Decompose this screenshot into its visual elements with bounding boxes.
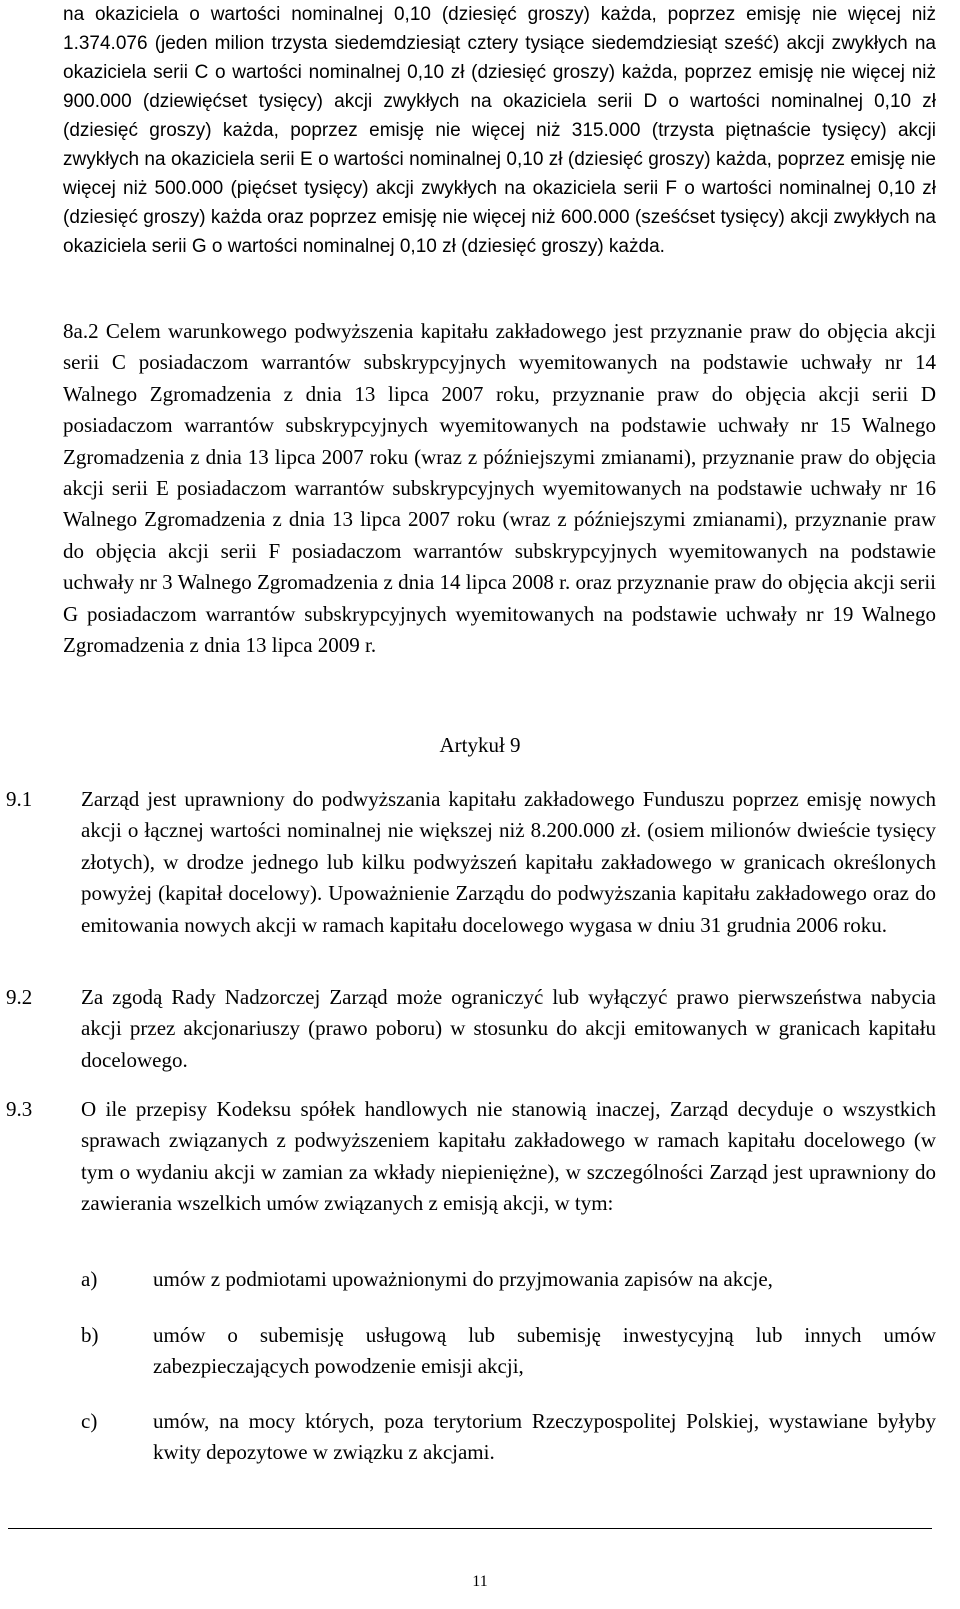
page-number: 11	[472, 1573, 488, 1590]
list-item: umów, na mocy których, poza terytorium Rzeczypospolitej Polskiej, wystawiane byłyby kwity depozytowe w związku z akcjami.	[153, 1409, 936, 1465]
section-number: 9.3	[6, 1097, 33, 1121]
list-item-marker: b)	[81, 1323, 99, 1347]
paragraph-number: 8a.2	[63, 319, 99, 343]
footer-divider	[8, 1528, 932, 1529]
list-item: umów z podmiotami upoważnionymi do przyjmowania zapisów na akcje,	[153, 1267, 773, 1291]
section-text: O ile przepisy Kodeksu spółek handlowych nie stanowią inaczej, Zarząd decyduje o wszystkich sprawach związanych z podwyższeniem kapitału zakładowego w ramach kapitału docelowego (w tym o wydaniu akcji w zamian za wkłady niepieniężne), w szczególności Zarząd jest uprawniony do zawierania wszelkich umów związanych z emisją akcji, w tym:	[81, 1097, 936, 1216]
list-item-marker: c)	[81, 1409, 98, 1433]
section-number: 9.2	[6, 985, 33, 1009]
list-item: umów o subemisję usługową lub subemisję inwestycyjną lub innych umów zabezpieczających powodzenie emisji akcji,	[153, 1323, 936, 1379]
list-item-marker: a)	[81, 1267, 98, 1291]
paragraph-text: Celem warunkowego podwyższenia kapitału zakładowego jest przyznanie praw do objęcia akcji serii C posiadaczom warrantów subskrypcyjnych wyemitowanych na podstawie uchwały nr 14 Walnego Zgromadzenia z dnia 13 lipca 2007 roku, przyznanie praw do objęcia akcji serii D posiadaczom warrantów subskrypcyjnych wyemitowanych na podstawie uchwały nr 15 Walnego Zgromadzenia z dnia 13 lipca 2007 roku (wraz z późniejszymi zmianami), przyznanie praw do objęcia akcji serii E posiadaczom warrantów subskrypcyjnych wyemitowanych na podstawie uchwały nr 16 Walnego Zgromadzenia z dnia 13 lipca 2007 roku (wraz z późniejszymi zmianami), przyznanie praw do objęcia akcji serii F posiadaczom warrantów subskrypcyjnych wyemitowanych na podstawie uchwały nr 3 Walnego Zgromadzenia z dnia 14 lipca 2008 r. oraz przyznanie praw do objęcia akcji serii G posiadaczom warrantów subskrypcyjnych wyemitowanych na podstawie uchwały nr 19 Walnego Zgromadzenia z dnia 13 lipca 2009 r.	[63, 319, 936, 658]
section-number: 9.1	[6, 787, 33, 811]
intro-paragraph: na okaziciela o wartości nominalnej 0,10 (dziesięć groszy) każda, poprzez emisję nie więcej niż 1.374.076 (jeden milion trzysta siedemdziesiąt cztery tysiące siedemdziesiąt sześć) akcji zwykłych na okaziciela serii C o wartości nominalnej 0,10 zł (dziesięć groszy) każda, poprzez emisję nie więcej niż 900.000 (dziewięćset tysięcy) akcji zwykłych na okaziciela serii D o wartości nominalnej 0,10 zł (dziesięć groszy) każda, poprzez emisję nie więcej niż 315.000 (trzysta piętnaście tysięcy) akcji zwykłych na okaziciela serii E o wartości nominalnej 0,10 zł (dziesięć groszy) każda, poprzez emisję nie więcej niż 500.000 (pięćset tysięcy) akcji zwykłych na okaziciela serii F o wartości nominalnej 0,10 zł (dziesięć groszy) każda oraz poprzez emisję nie więcej niż 600.000 (sześćset tysięcy) akcji zwykłych na okaziciela serii G o wartości nominalnej 0,10 zł (dziesięć groszy) każda.	[63, 4, 936, 257]
section-text: Zarząd jest uprawniony do podwyższania kapitału zakładowego Funduszu poprzez emisję nowych akcji o łącznej wartości nominalnej nie większej niż 8.200.000 zł. (osiem milionów dwieście tysięcy złotych), w drodze jednego lub kilku podwyższeń kapitału zakładowego w granicach określonych powyżej (kapitał docelowy). Upoważnienie Zarządu do podwyższania kapitału zakładowego oraz do emitowania nowych akcji w ramach kapitału docelowego wygasa w dniu 31 grudnia 2006 roku.	[81, 787, 936, 937]
paragraph-8a2	[63, 316, 936, 661]
article-heading: Artykuł 9	[439, 733, 521, 757]
section-text: Za zgodą Rady Nadzorczej Zarząd może ograniczyć lub wyłączyć prawo pierwszeństwa nabycia akcji przez akcjonariuszy (prawo poboru) w stosunku do akcji emitowanych w granicach kapitału docelowego.	[81, 985, 936, 1072]
